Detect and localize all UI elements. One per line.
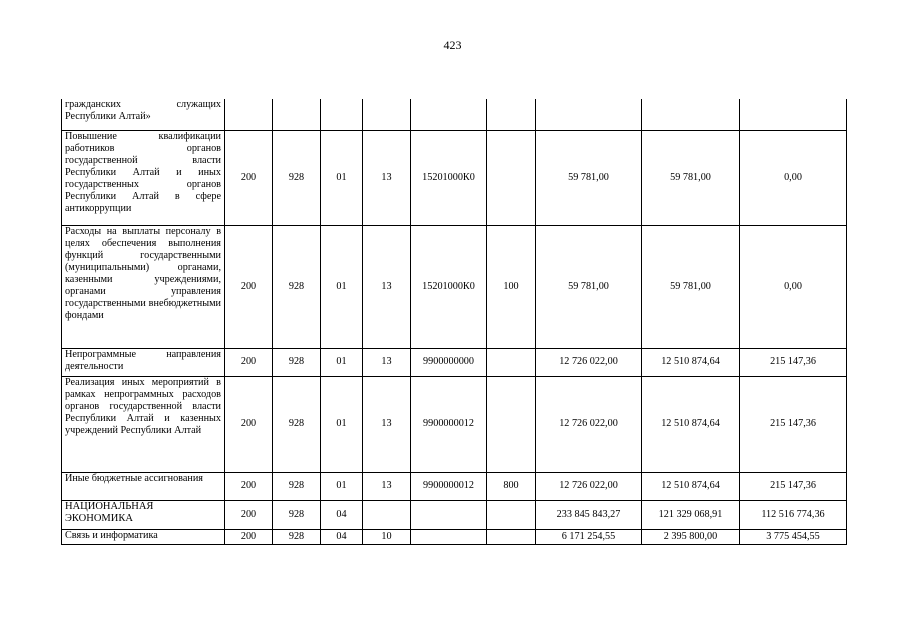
cell-csr: 9900000012 — [411, 472, 487, 500]
cell-sub: 928 — [273, 472, 321, 500]
cell-rz: 04 — [321, 529, 363, 544]
cell-ved: 200 — [225, 472, 273, 500]
cell-pr: 13 — [363, 376, 411, 472]
budget-table — [61, 99, 847, 545]
cell-rz: 01 — [321, 130, 363, 225]
table-row — [62, 99, 847, 130]
cell-csr: 15201000К0 — [411, 225, 487, 348]
cell-fact: 59 781,00 — [642, 225, 740, 348]
cell-remain: 215 147,36 — [740, 376, 847, 472]
cell-csr: 9900000000 — [411, 348, 487, 376]
table-row — [62, 500, 847, 529]
cell-ved: 200 — [225, 376, 273, 472]
cell-remain: 215 147,36 — [740, 472, 847, 500]
table-row — [62, 348, 847, 376]
cell-ved: 200 — [225, 348, 273, 376]
cell-vr: 800 — [487, 472, 536, 500]
cell-remain: 3 775 454,55 — [740, 529, 847, 544]
row-name: Связь и информатика — [62, 529, 225, 544]
table-row — [62, 376, 847, 472]
cell-remain: 0,00 — [740, 130, 847, 225]
cell-remain — [740, 99, 847, 130]
cell-ved: 200 — [225, 500, 273, 529]
cell-fact: 12 510 874,64 — [642, 376, 740, 472]
cell-fact: 121 329 068,91 — [642, 500, 740, 529]
cell-sub: 928 — [273, 529, 321, 544]
cell-pr: 10 — [363, 529, 411, 544]
cell-rz: 01 — [321, 472, 363, 500]
cell-plan: 59 781,00 — [536, 225, 642, 348]
cell-remain: 215 147,36 — [740, 348, 847, 376]
cell-vr — [487, 99, 536, 130]
table-row — [62, 130, 847, 225]
row-name: Расходы на выплаты персоналу в целях обеспечения выполнения функций государственными (муниципальными) органами, казенными учреждениями, органами управления государственными внебюджетными фондами — [62, 225, 225, 348]
cell-fact: 2 395 800,00 — [642, 529, 740, 544]
cell-fact — [642, 99, 740, 130]
cell-pr — [363, 99, 411, 130]
cell-sub: 928 — [273, 130, 321, 225]
cell-remain: 0,00 — [740, 225, 847, 348]
cell-fact: 12 510 874,64 — [642, 472, 740, 500]
cell-rz — [321, 99, 363, 130]
cell-fact: 59 781,00 — [642, 130, 740, 225]
cell-vr — [487, 130, 536, 225]
cell-vr — [487, 376, 536, 472]
cell-csr: 15201000К0 — [411, 130, 487, 225]
cell-ved: 200 — [225, 225, 273, 348]
cell-rz: 01 — [321, 376, 363, 472]
cell-sub: 928 — [273, 348, 321, 376]
cell-plan: 6 171 254,55 — [536, 529, 642, 544]
cell-ved — [225, 99, 273, 130]
table-row — [62, 225, 847, 348]
cell-pr: 13 — [363, 225, 411, 348]
cell-ved: 200 — [225, 529, 273, 544]
row-name: гражданских служащих Республики Алтай» — [62, 99, 225, 130]
cell-plan — [536, 99, 642, 130]
cell-csr — [411, 529, 487, 544]
cell-sub — [273, 99, 321, 130]
page-number: 423 — [443, 38, 462, 52]
cell-plan: 12 726 022,00 — [536, 376, 642, 472]
cell-plan: 233 845 843,27 — [536, 500, 642, 529]
row-name: Непрограммные направления деятельности — [62, 348, 225, 376]
cell-plan: 12 726 022,00 — [536, 348, 642, 376]
cell-rz: 04 — [321, 500, 363, 529]
cell-fact: 12 510 874,64 — [642, 348, 740, 376]
cell-plan: 59 781,00 — [536, 130, 642, 225]
cell-csr: 9900000012 — [411, 376, 487, 472]
cell-sub: 928 — [273, 376, 321, 472]
table-row — [62, 472, 847, 500]
cell-remain: 112 516 774,36 — [740, 500, 847, 529]
cell-rz: 01 — [321, 225, 363, 348]
cell-pr: 13 — [363, 130, 411, 225]
cell-pr — [363, 500, 411, 529]
cell-sub: 928 — [273, 500, 321, 529]
cell-plan: 12 726 022,00 — [536, 472, 642, 500]
cell-csr — [411, 500, 487, 529]
cell-vr — [487, 500, 536, 529]
cell-pr: 13 — [363, 348, 411, 376]
cell-rz: 01 — [321, 348, 363, 376]
row-name: Реализация иных мероприятий в рамках непрограммных расходов органов государственной власти Республики Алтай и казенных учреждений Республики Алтай — [62, 376, 225, 472]
cell-ved: 200 — [225, 130, 273, 225]
cell-sub: 928 — [273, 225, 321, 348]
cell-vr: 100 — [487, 225, 536, 348]
row-name: Повышение квалификации работников органов государственной власти Республики Алтай и иных государственных органов Республики Алтай в сфере антикоррупции — [62, 130, 225, 225]
row-name: Иные бюджетные ассигнования — [62, 472, 225, 500]
cell-csr — [411, 99, 487, 130]
cell-vr — [487, 348, 536, 376]
row-name: НАЦИОНАЛЬНАЯ ЭКОНОМИКА — [62, 500, 225, 529]
table-row — [62, 529, 847, 544]
cell-pr: 13 — [363, 472, 411, 500]
cell-vr — [487, 529, 536, 544]
